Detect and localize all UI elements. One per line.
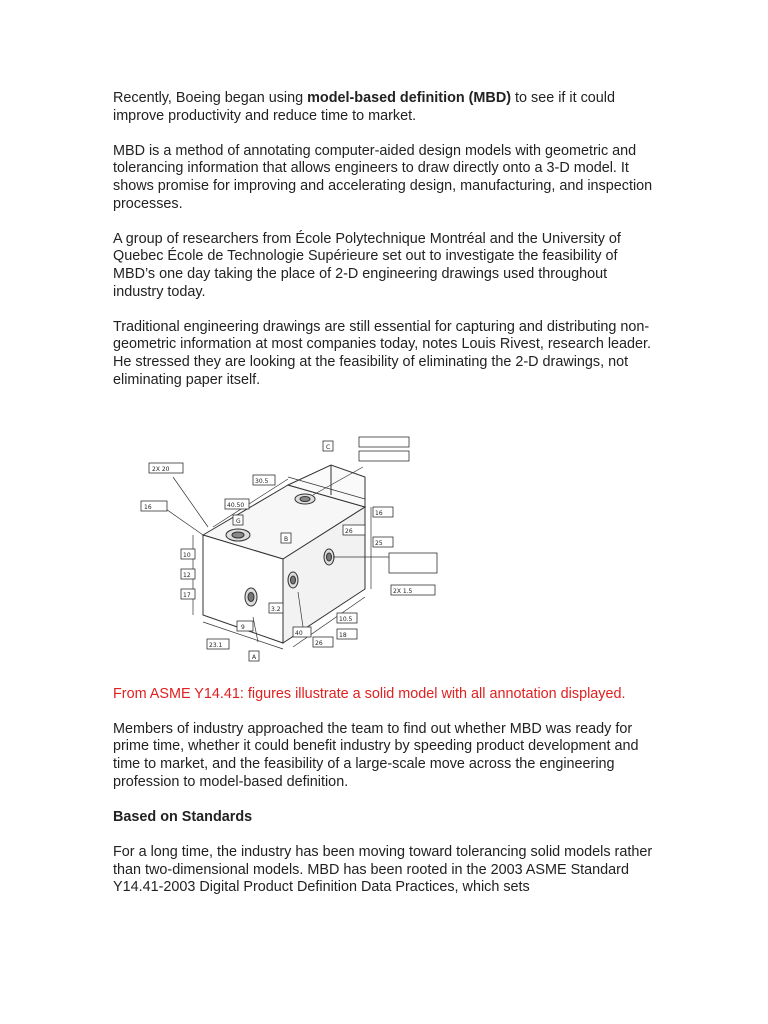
figure-caption: From ASME Y14.41: figures illustrate a solid model with all annotation displayed. — [113, 685, 626, 702]
paragraph-intro — [113, 90, 653, 125]
callout-top-3: 26 — [345, 527, 353, 535]
paragraph-traditional-drawings: Traditional engineering drawings are still essential for capturing and distributing non-geometric information at most companies today, notes Louis Rivest, research leader. He stressed they are looking at the feasibility of eliminating the 2-D drawings, not eliminating paper itself. — [113, 318, 652, 388]
section-heading: Based on Standards — [113, 808, 253, 825]
callout-right-1: 16 — [375, 509, 383, 517]
datum-g: G — [236, 517, 241, 525]
paragraph-industry: Members of industry approached the team to find out whether MBD was ready for prime time, whether it could benefit industry by speeding product development and time to market, and the feasibility of a large-scale move across the engineering profession to model-based definition. — [113, 720, 639, 790]
paragraph-mbd-definition: MBD is a method of annotating computer-aided design models with geometric and tolerancing information that allows engineers to draw directly onto a 3-D model. It shows promise for improving and accelerating design, manufacturing, and inspection processes. — [113, 142, 653, 212]
callout-bottom-4: 18 — [339, 631, 347, 639]
callout-left-2: 16 — [144, 503, 152, 511]
intro-bold-term: model-based definition (MBD) — [307, 90, 511, 106]
datum-c: C — [326, 443, 331, 451]
datum-b: B — [284, 535, 289, 543]
callout-bottom-2: 40 — [295, 629, 303, 637]
callout-front-2: 3.2 — [271, 605, 281, 613]
callout-left-4: 12 — [183, 571, 191, 579]
datum-a: A — [252, 653, 257, 661]
paragraph-researchers: A group of researchers from École Polytechnique Montréal and the University of Quebec École de Technologie Supérieure set out to investigate the feasibility of MBD’s one day taking the place of 2-D engineering drawings used throughout industry today. — [113, 230, 621, 300]
intro-text-start: Recently, Boeing began using — [113, 90, 308, 106]
callout-bottom-5: 10.5 — [339, 615, 353, 623]
callout-bottom-3: 26 — [315, 639, 323, 647]
callout-right-3: 2X 1.5 — [393, 587, 413, 595]
solid-model-drawing — [133, 407, 473, 667]
callout-front-1: 9 — [241, 623, 245, 631]
callout-top-2: 30.5 — [255, 477, 269, 485]
callout-bottom-1: 23.1 — [209, 641, 223, 649]
article — [113, 90, 653, 914]
callout-right-2: 25 — [375, 539, 383, 547]
callout-left-5: 17 — [183, 591, 191, 599]
callout-left-3: 10 — [183, 551, 191, 559]
callout-top-1: 40.50 — [227, 501, 245, 509]
intro-text-end: to see if it could improve productivity and reduce time to market. — [113, 90, 615, 124]
paragraph-standards: For a long time, the industry has been moving toward tolerancing solid models rather than two-dimensional models. MBD has been rooted in the 2003 ASME Standard Y14.41-2003 Digital Product Definition Data Practices, which sets — [113, 844, 653, 896]
callout-left-1: 2X 20 — [152, 465, 170, 473]
figure-solid-model — [113, 407, 653, 677]
